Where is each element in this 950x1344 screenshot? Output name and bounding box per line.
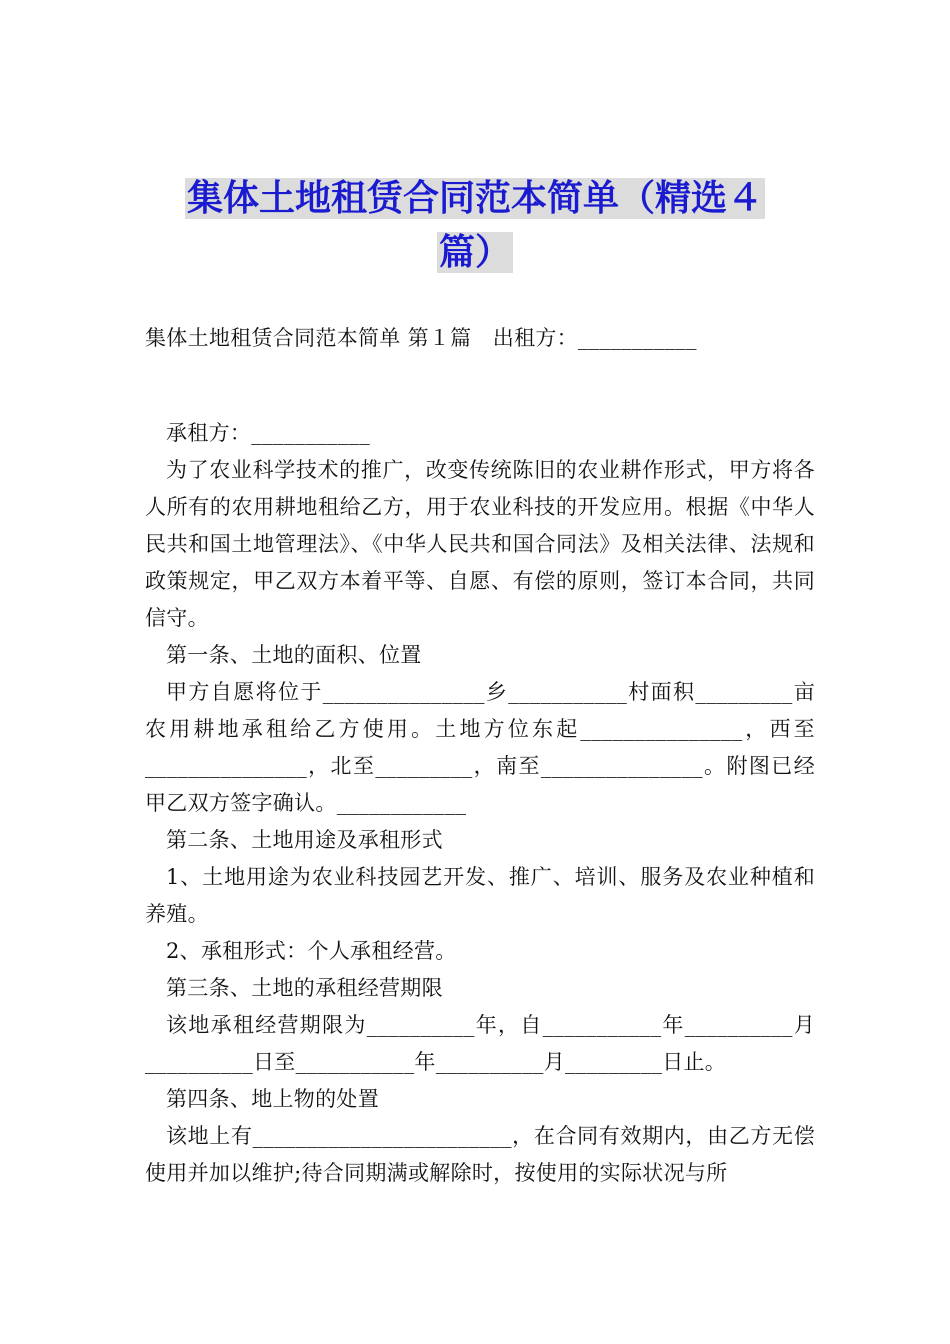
article-3-body: 该地承租经营期限为__________年，自___________年__________月__________日至___________年__________月_________日止。 [145,1013,815,1074]
article-4-heading: 第四条、地上物的处置 [166,1087,379,1111]
article-1-heading: 第一条、土地的面积、位置 [166,643,422,667]
title-line-2: 篇） [438,232,511,273]
document-body [145,320,815,1192]
article-2-item-1: 1、土地用途为农业科技园艺开发、推广、培训、服务及农业种植和养殖。 [145,865,815,926]
article-1-body: 甲方自愿将位于_______________乡___________村面积_________亩农用耕地承租给乙方使用。土地方位东起_______________，西至_______________，北至_________，南至_______________。附图已经甲乙双方签字确认。____________ [145,680,815,815]
article-4-body: 该地上有________________________，在合同有效期内，由乙方无偿使用并加以维护;待合同期满或解除时，按使用的实际状况与所 [145,1124,815,1185]
article-2-heading: 第二条、土地用途及承租形式 [166,828,443,852]
title-line-1: 集体土地租赁合同范本简单（精选４ [186,178,763,219]
article-3-heading: 第三条、土地的承租经营期限 [166,976,443,1000]
paragraph-lessee: 承租方：___________ [166,421,370,445]
document-title [100,172,850,280]
heading-paragraph: 集体土地租赁合同范本简单 第１篇 出租方：___________ [145,326,697,350]
article-2-item-2: 2、承租形式：个人承租经营。 [166,939,457,963]
paragraph-preamble: 为了农业科学技术的推广，改变传统陈旧的农业耕作形式，甲方将各人所有的农用耕地租给乙方，用于农业科技的开发应用。根据《中华人民共和国土地管理法》、《中华人民共和国合同法》及相关法律、法规和政策规定，甲乙双方本着平等、自愿、有偿的原则，签订本合同，共同信守。 [145,458,815,630]
